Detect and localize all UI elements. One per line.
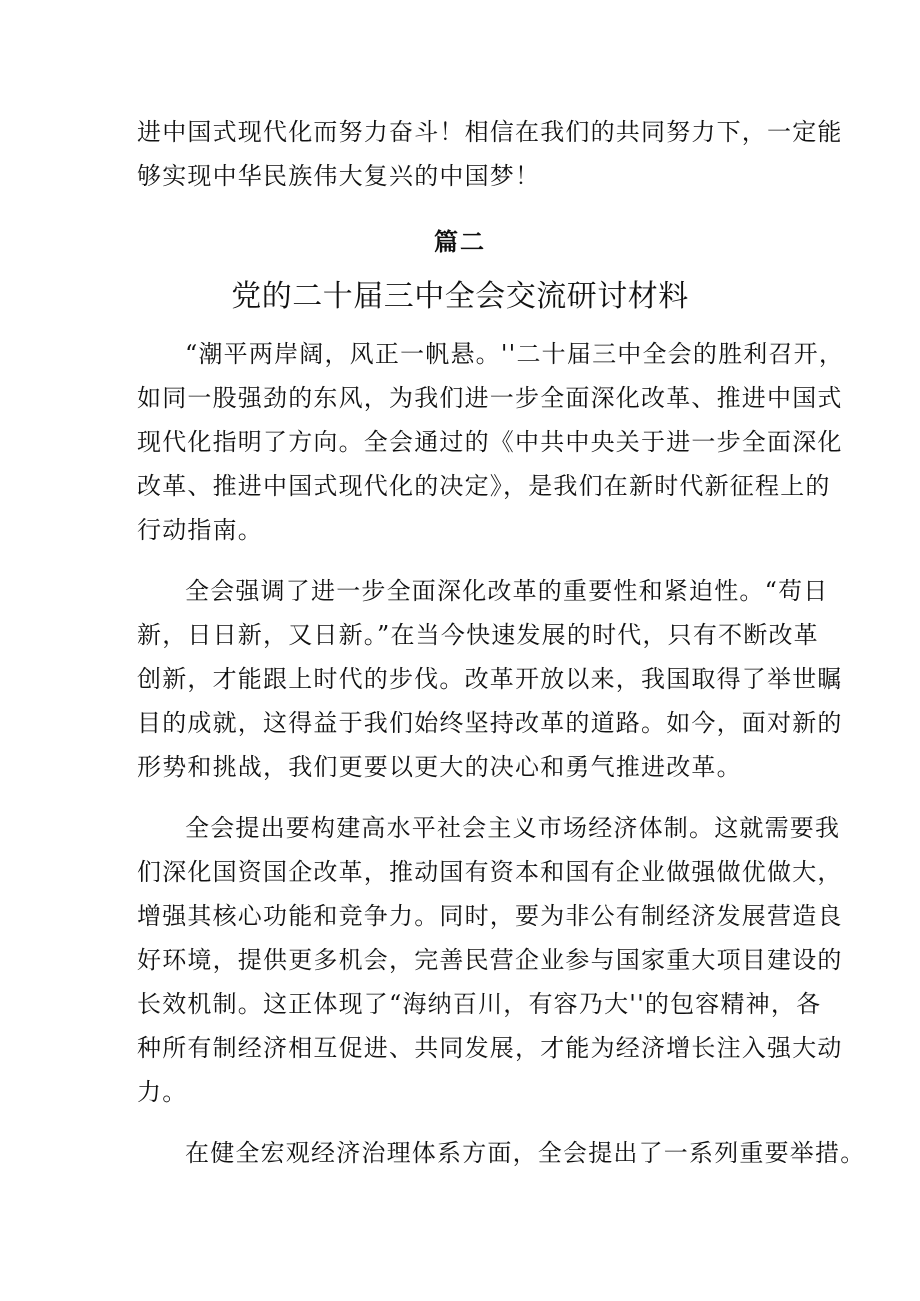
document-title: 党的二十届三中全会交流研讨材料 — [231, 279, 689, 314]
paragraph-line: 增强其核心功能和竞争力。同时，要为非公有制经济发展营造良 — [137, 902, 843, 930]
paragraph-line: 全会强调了进一步全面深化改革的重要性和紧迫性。“苟日 — [185, 577, 829, 605]
paragraph-line: 行动指南。 — [137, 516, 263, 544]
paragraph-line: 全会提出要构建高水平社会主义市场经济体制。这就需要我 — [185, 814, 841, 842]
paragraph-line: 现代化指明了方向。全会通过的《中共中央关于进一步全面深化 — [137, 428, 843, 456]
paragraph-line: 在健全宏观经济治理体系方面，全会提出了一系列重要举措。 — [185, 1139, 866, 1167]
paragraph-line: 力。 — [137, 1078, 188, 1106]
section-label: 篇二 — [434, 227, 486, 256]
paragraph-line: “潮平两岸阔，风正一帆悬。''二十届三中全会的胜利召开， — [185, 340, 845, 368]
lead-in-line: 进中国式现代化而努力奋斗！相信在我们的共同努力下，一定能 — [137, 118, 843, 146]
paragraph-line: 们深化国资国企改革，推动国有资本和国有企业做强做优做大， — [137, 858, 843, 886]
paragraph-line: 如同一股强劲的东风，为我们进一步全面深化改革、推进中国式 — [137, 384, 843, 412]
paragraph-line: 种所有制经济相互促进、共同发展，才能为经济增长注入强大动 — [137, 1034, 843, 1062]
paragraph-line: 目的成就，这得益于我们始终坚持改革的道路。如今，面对新的 — [137, 709, 843, 737]
paragraph-line: 长效机制。这正体现了“海纳百川，有容乃大''的包容精神，各 — [137, 990, 822, 1018]
lead-in-line: 够实现中华民族伟大复兴的中国梦！ — [137, 162, 541, 190]
paragraph-line: 形势和挑战，我们更要以更大的决心和勇气推进改革。 — [137, 753, 742, 781]
paragraph-line: 创新，才能跟上时代的步伐。改革开放以来，我国取得了举世瞩 — [137, 665, 843, 693]
paragraph-line: 好环境，提供更多机会，完善民营企业参与国家重大项目建设的 — [137, 946, 843, 974]
paragraph-line: 新，日日新，又日新。”在当今快速发展的时代，只有不断改革 — [137, 621, 819, 649]
paragraph-line: 改革、推进中国式现代化的决定》，是我们在新时代新征程上的 — [137, 472, 831, 500]
